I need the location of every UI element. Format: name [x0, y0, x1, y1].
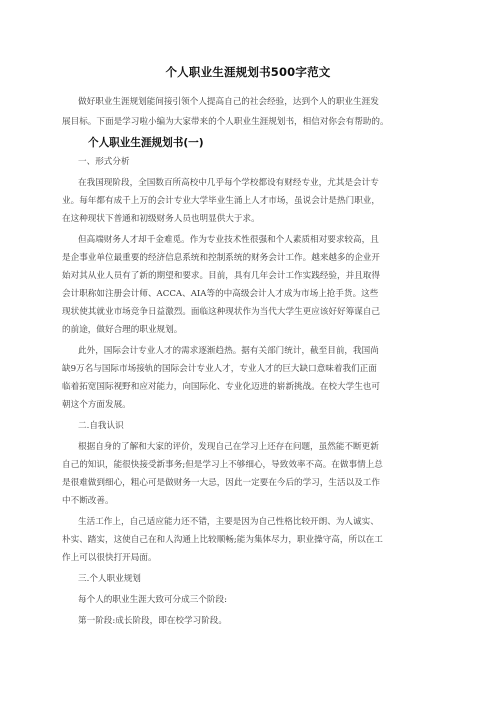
paragraph-line: 在这种现状下普通和初级财务人员也明显供大于求。 — [62, 214, 260, 224]
paragraph-line: 第一阶段:成长阶段，即在校学习阶段。 — [78, 616, 227, 626]
section-heading: 二.自我认识 — [78, 421, 124, 431]
paragraph-line: 会计职称如注册会计师、ACCA、AIA等的中高级会计人才成为市场上抢手货。这些 — [62, 289, 379, 299]
paragraph-line: 朝这个方面发展。 — [62, 400, 131, 410]
paragraph-line: 临着拓宽国际视野和应对能力，向国际化、专业化迈进的崭新挑战。在校大学生也可 — [62, 382, 380, 392]
paragraph-line: 缺9万名与国际市场接轨的国际会计专业人才，专业人才的巨大缺口意味着我们正面 — [62, 364, 377, 374]
paragraph-line: 此外，国际会计专业人才的需求逐渐趋热。据有关部门统计，截至目前，我国尚 — [78, 346, 379, 356]
paragraph-line: 自己的知识，能很快接受新事务;但是学习上不够细心，导致效率不高。在做事情上总 — [62, 460, 383, 470]
page-title: 个人职业生涯规划书500字范文 — [165, 65, 331, 79]
paragraph-line: 现状使其就业市场竞争日益激烈。面临这种现状作为当代大学生更应该好好筹谋自己 — [62, 307, 380, 317]
paragraph-line: 作上可以很快打开局面。 — [62, 553, 157, 563]
paragraph-line: 的前途，做好合理的职业规划。 — [62, 325, 183, 335]
paragraph-line: 根据自身的了解和大家的评价，发现自己在学习上还存在问题，虽然能不断更新 — [78, 442, 379, 452]
paragraph-line: 生活工作上，自己适应能力还不错，主要是因为自己性格比较开朗、为人诚实、 — [78, 517, 379, 527]
paragraph-line: 每个人的职业生涯大致可分成三个阶段: — [78, 595, 227, 605]
paragraph-line: 业。每年都有成千上万的会计专业大学毕业生涌上人才市场，虽说会计是热门职业， — [62, 196, 380, 206]
paragraph-line: 做好职业生涯规划能间接引领个人提高自己的社会经验，达到个人的职业生涯发 — [78, 97, 379, 107]
paragraph-line: 朴实、踏实，这使自己在和人沟通上比较顺畅;能为集体尽力，职业操守高，所以在工 — [62, 535, 383, 545]
paragraph-line: 是企事业单位最重要的经济信息系统和控制系统的财务会计工作。越来越多的企业开 — [62, 253, 380, 263]
paragraph-line: 中不断改善。 — [62, 496, 114, 506]
paragraph-line: 是很难做到细心，粗心可是做财务一大忌，因此一定要在今后的学习，生活以及工作 — [62, 478, 380, 488]
section-heading: 一、形式分析 — [78, 157, 130, 167]
paragraph-line: 在我国现阶段，全国数百所高校中几乎每个学校都设有财经专业，尤其是会计专 — [78, 178, 379, 188]
section-heading: 三.个人职业规划 — [78, 574, 141, 584]
paragraph-line: 展目标。下面是学习啦小编为大家带来的个人职业生涯规划书，相信对你会有帮助的。 — [62, 117, 389, 127]
paragraph-line: 始对其从业人员有了新的期望和要求。目前，具有几年会计工作实践经验，并且取得 — [62, 271, 380, 281]
paragraph-line: 但高端财务人才却千金难觅。作为专业技术性很强和个人素质相对要求较高，且 — [78, 235, 379, 245]
section-subtitle: 个人职业生涯规划书(一) — [88, 137, 204, 149]
